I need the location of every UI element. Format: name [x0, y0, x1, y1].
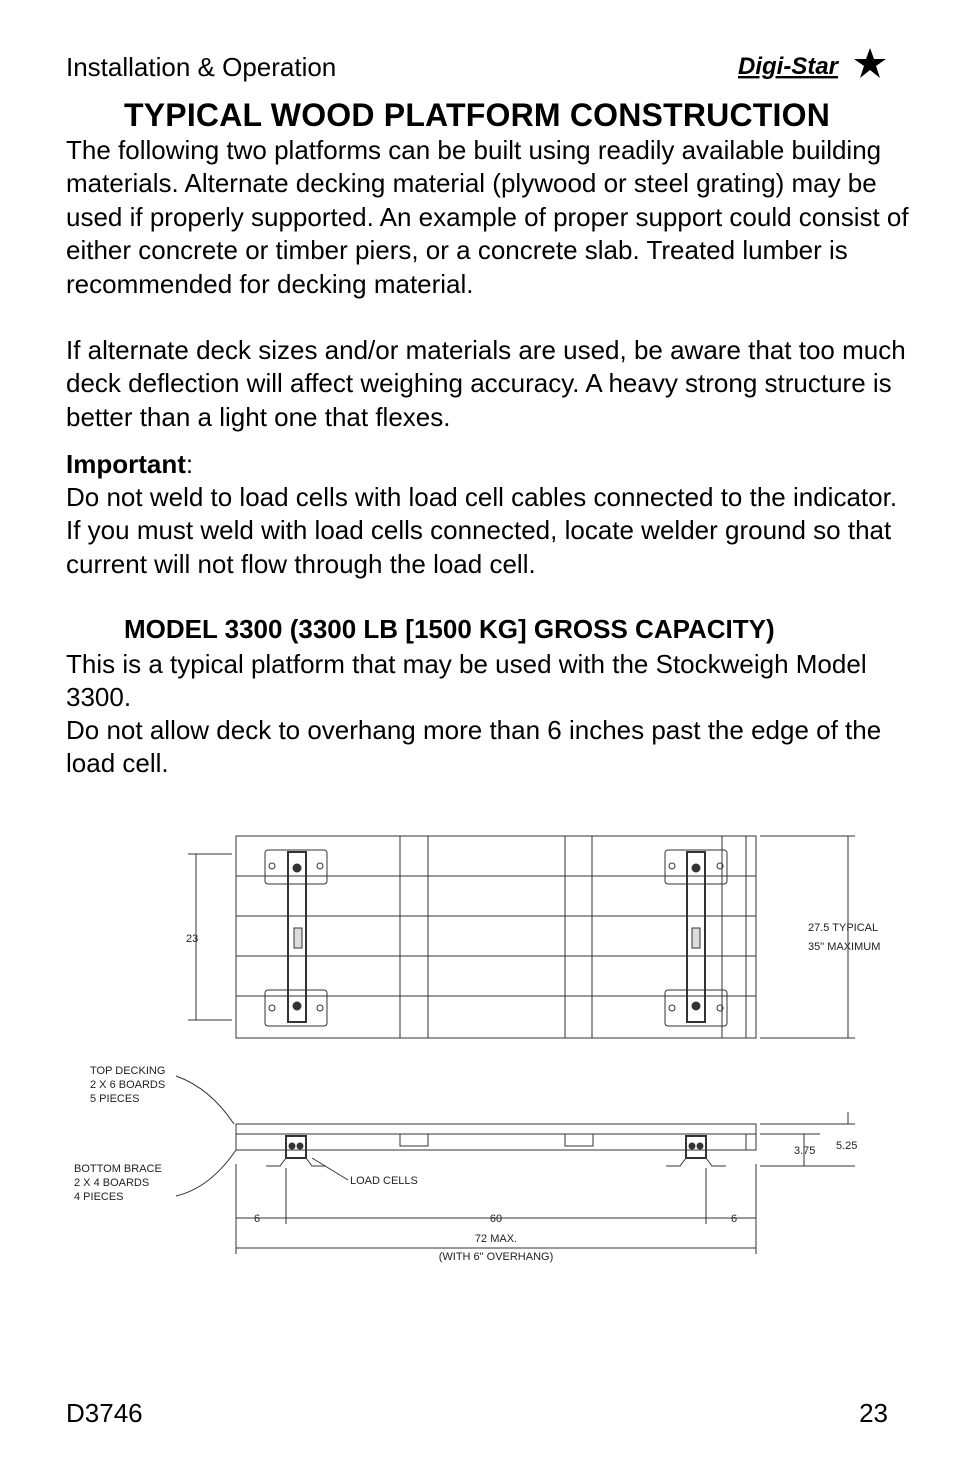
header-section-title: Installation & Operation — [66, 52, 337, 82]
platform-drawing — [60, 828, 900, 1268]
leader-load-cells — [312, 1158, 348, 1180]
model-title: MODEL 3300 (3300 LB [1500 KG] GROSS CAPACITY) — [124, 614, 775, 644]
bottom-brace-label-1: BOTTOM BRACE — [74, 1163, 162, 1175]
bottom-brace-label-2: 2 X 4 BOARDS — [74, 1177, 150, 1189]
intro-paragraph-1: The following two platforms can be built using readily available building materials. Alternate decking material (plywood or steel grating) may be used if properly supported. An example of proper support could consist of either concrete or timber piers, or a concrete slab. Treated lumber is recommended for decking material. — [66, 135, 909, 299]
important-label: Important — [66, 449, 186, 479]
footer-page-number: 23 — [859, 1398, 888, 1428]
page-title: TYPICAL WOOD PLATFORM CONSTRUCTION — [123, 97, 831, 133]
top-decking-label-1: TOP DECKING — [90, 1065, 166, 1077]
side-deck — [236, 1124, 756, 1134]
dim-typical-label: 27.5 TYPICAL — [808, 922, 879, 934]
side-brace-block — [746, 1134, 756, 1150]
dim-6-right-label: 6 — [730, 1213, 738, 1225]
side-brace-block — [565, 1134, 593, 1146]
dim-72-label: 72 MAX. — [474, 1233, 518, 1245]
model-paragraph-2: Do not allow deck to overhang more than 6 inches past the edge of the load cell. — [66, 715, 882, 779]
dim-6-left-label: 6 — [253, 1213, 261, 1225]
dim-525-label: 5.25 — [836, 1140, 858, 1152]
dim-maximum-label: 35" MAXIMUM — [808, 941, 881, 953]
load-cells-label: LOAD CELLS — [350, 1175, 418, 1187]
dim-overhang-label: (WITH 6" OVERHANG) — [438, 1251, 554, 1263]
important-colon: : — [185, 449, 194, 479]
top-decking-label-3: 5 PIECES — [90, 1093, 140, 1105]
side-brace-block — [400, 1134, 428, 1146]
leader-bottom-brace — [176, 1150, 236, 1196]
top-view — [188, 836, 855, 1038]
dim-23-label: 23 — [186, 933, 199, 945]
digi-star-logo — [736, 44, 888, 84]
important-heading — [66, 448, 193, 481]
leader-top-decking — [176, 1076, 234, 1124]
star-icon — [854, 48, 886, 78]
intro-paragraph-2: If alternate deck sizes and/or materials are used, be aware that too much deck deflection will affect weighing accuracy. A heavy strong structure is better than a light one that flexes. — [66, 335, 906, 432]
model-paragraph-1: This is a typical platform that may be used with the Stockweigh Model 3300. — [66, 649, 867, 713]
bottom-brace-label-3: 4 PIECES — [74, 1191, 124, 1203]
dim-60-label: 60 — [489, 1213, 503, 1225]
side-view — [176, 1076, 858, 1254]
deck-outline — [236, 836, 756, 1038]
important-text: Do not weld to load cells with load cell cables connected to the indicator. If you must weld with load cells connected, locate welder ground so that current will not flow through the load cell. — [66, 482, 898, 579]
svg-text:Digi-Star: Digi-Star — [738, 53, 839, 80]
footer-doc-number: D3746 — [66, 1398, 143, 1428]
top-decking-label-2: 2 X 6 BOARDS — [90, 1079, 166, 1091]
side-brace — [236, 1134, 756, 1150]
dim-375-label: 3.75 — [794, 1145, 816, 1157]
load-cell-side-right — [666, 1136, 726, 1166]
